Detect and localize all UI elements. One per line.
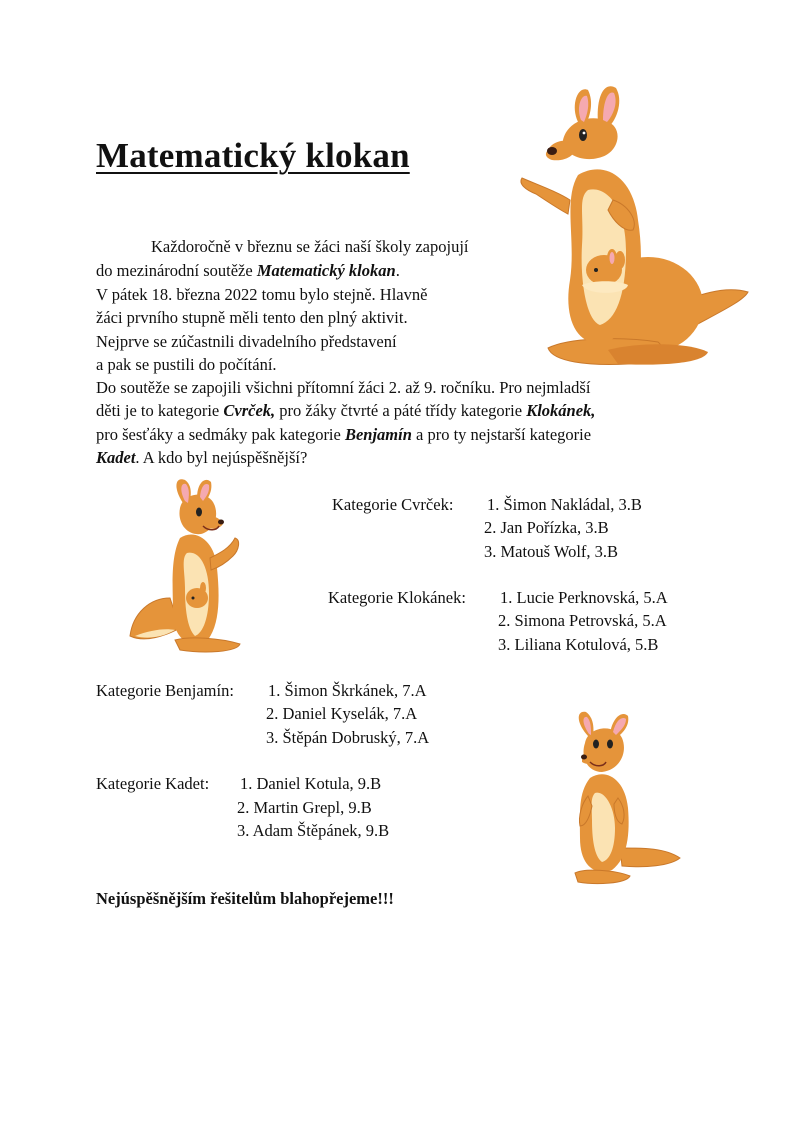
intro-line-1: Každoročně v březnu se žáci naší školy zapojují bbox=[151, 237, 469, 256]
intro-text: pro žáky čtvrté a páté třídy kategorie bbox=[275, 401, 527, 420]
result-item: 1. Šimon Nakládal, 3.B bbox=[487, 495, 642, 514]
category-kadet: Kadet bbox=[96, 448, 136, 467]
result-item: 3. Štěpán Dobruský, 7.A bbox=[266, 728, 430, 747]
intro-line-9 bbox=[96, 425, 591, 445]
intro-line-8 bbox=[96, 401, 595, 421]
result-item: 2. Martin Grepl, 9.B bbox=[237, 798, 372, 817]
intro-line-2 bbox=[96, 261, 400, 281]
category-cvrcek: Cvrček, bbox=[223, 401, 276, 420]
category-label-kadet: Kategorie Kadet: bbox=[96, 774, 210, 793]
result-item: 3. Liliana Kotulová, 5.B bbox=[498, 635, 659, 654]
result-item: 1. Lucie Perknovská, 5.A bbox=[500, 588, 668, 607]
contest-name: Matematický klokan bbox=[256, 261, 396, 280]
result-item: 2. Jan Pořízka, 3.B bbox=[484, 518, 609, 537]
category-benjamin: Benjamín bbox=[344, 425, 412, 444]
intro-text: a pro ty nejstarší kategorie bbox=[411, 425, 592, 444]
intro-text: pro šesťáky a sedmáky pak kategorie bbox=[96, 425, 345, 444]
intro-text: do mezinárodní soutěže bbox=[96, 261, 257, 280]
congratulations-text: Nejúspěšnějším řešitelům blahopřejeme!!! bbox=[96, 889, 394, 908]
result-item: 2. Daniel Kyselák, 7.A bbox=[266, 704, 418, 723]
intro-text: děti je to kategorie bbox=[96, 401, 224, 420]
kangaroo-with-joey-illustration bbox=[508, 80, 753, 370]
intro-line-3: V pátek 18. března 2022 tomu bylo stejně. Hlavně bbox=[96, 285, 428, 304]
category-label-klokanek: Kategorie Klokánek: bbox=[328, 588, 466, 607]
intro-text: . A kdo byl nejúspěšnější? bbox=[135, 448, 308, 467]
page-title: Matematický klokan bbox=[96, 136, 410, 175]
category-klokanek: Klokánek, bbox=[526, 401, 596, 420]
result-item: 1. Šimon Škrkánek, 7.A bbox=[268, 681, 427, 700]
result-item: 1. Daniel Kotula, 9.B bbox=[240, 774, 382, 793]
intro-line-4: žáci prvního stupně měli tento den plný aktivit. bbox=[96, 308, 408, 327]
intro-text: . bbox=[395, 261, 400, 280]
result-item: 3. Matouš Wolf, 3.B bbox=[484, 542, 619, 561]
kangaroo-standing-illustration bbox=[560, 708, 685, 886]
intro-line-10 bbox=[96, 448, 307, 468]
category-label-benjamin: Kategorie Benjamín: bbox=[96, 681, 234, 700]
intro-line-5: Nejprve se zúčastnili divadelního představení bbox=[96, 332, 397, 351]
category-label-cvrcek: Kategorie Cvrček: bbox=[332, 495, 454, 514]
result-item: 3. Adam Štěpánek, 9.B bbox=[237, 821, 390, 840]
result-item: 2. Simona Petrovská, 5.A bbox=[498, 611, 667, 630]
kangaroo-waving-illustration bbox=[125, 478, 250, 653]
intro-line-6: a pak se pustili do počítání. bbox=[96, 355, 277, 374]
intro-line-7: Do soutěže se zapojili všichni přítomní žáci 2. až 9. ročníku. Pro nejmladší bbox=[96, 378, 591, 397]
